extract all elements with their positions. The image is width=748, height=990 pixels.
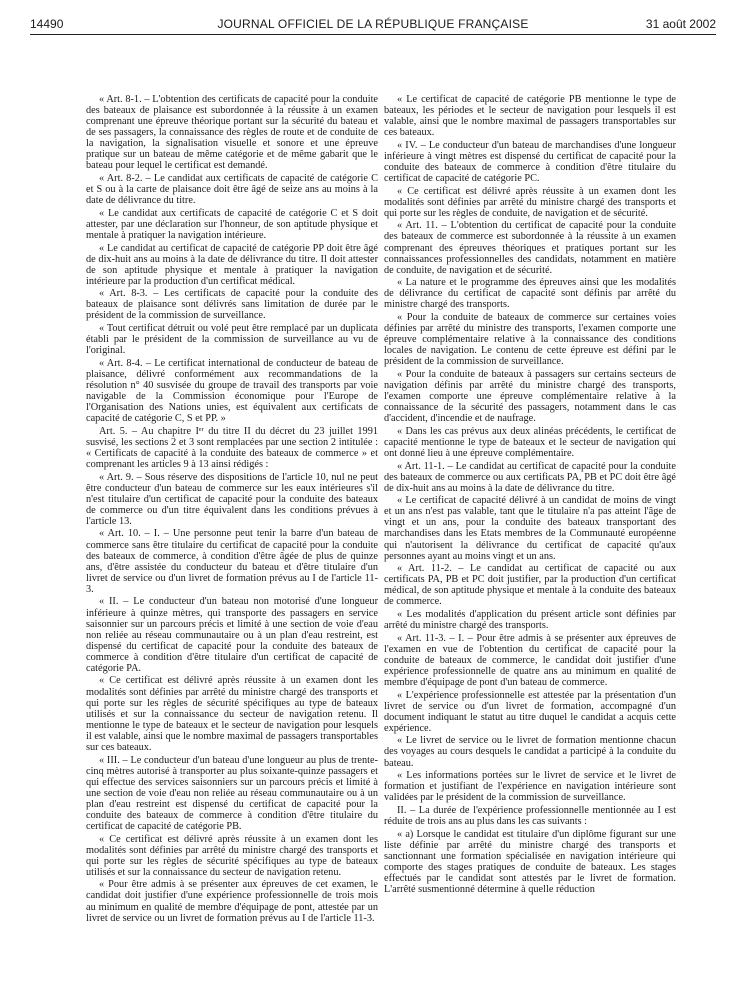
paragraph: « Pour la conduite de bateaux à passagers sur certains secteurs de navigation définis par arrêté du ministre chargé des transports, l'examen comporte une épreuve complémentaire relative à la connaissance de la sécurité des passagers, notamment dans le cas d'accident, d'incendie et de naufrage. [384,368,676,425]
paragraph: « L'expérience professionnelle est attestée par la présentation d'un livret de service ou d'un livret de formation, accompagné d'un document indiquant le statut au titre duquel le candidat a acquis cette expérience. [384,689,676,734]
journal-title: JOURNAL OFFICIEL DE LA RÉPUBLIQUE FRANÇAISE [217,17,529,31]
right-column [384,94,676,968]
paragraph: « Ce certificat est délivré après réussite à un examen dont les modalités sont définies par arrêté du ministre chargé des transports et qui porte sur les règles de conduite, de navigation et de sécurité. [384,185,676,219]
paragraph: « Le candidat au certificat de capacité de catégorie PP doit être âgé de dix-huit ans au moins à la date de délivrance du titre. Il doit attester de son aptitude physique et mentale à pratiquer la navigation intérieure par la production d'un certificat médical. [86,242,378,287]
paragraph: « Dans les cas prévus aux deux alinéas précédents, le certificat de capacité mentionne le type de bateaux et le secteur de navigation qui ont donné lieu à une épreuve complémentaire. [384,425,676,459]
paragraph: « Art. 10. – I. – Une personne peut tenir la barre d'un bateau de commerce sans être titulaire du certificat de capacité pour la conduite des bateaux de commerce, à condition d'être âgée de plus de quinze ans, d'être assistée du conducteur du bateau et d'être titulaire d'un livret de service ou d'un livret de formation prévus au I de l'article 11-3. [86,528,378,595]
paragraph: « Le certificat de capacité délivré à un candidat de moins de vingt et un ans n'est pas valable, tant que le titulaire n'a pas atteint l'âge de vingt et un ans, pour la conduite des bateaux transportant des marchandises dans les Etats membres de la Communauté européenne qui n'autorisent la délivrance du certificat de capacité qu'aux personnes ayant au moins vingt et un ans. [384,495,676,562]
paragraph: « Le livret de service ou le livret de formation mentionne chacun des voyages au cours desquels le candidat a participé à la conduite du bateau. [384,735,676,769]
header-divider [30,34,716,35]
paragraph: « II. – Le conducteur d'un bateau non motorisé d'une longueur inférieure à quinze mètres, qui transporte des passagers en service saisonnier sur un parcours précis et limité à une section de voie d'eau non reliée au réseau communautaire ou à un plan d'eau restreint, est dispensé du certificat de capacité pour la conduite des bateaux de commerce à condition d'être titulaire d'un certificat de capacité de catégorie PA. [86,596,378,674]
paragraph: « Ce certificat est délivré après réussite à un examen dont les modalités sont définies par arrêté du ministre chargé des transports et qui porte sur les règles de sécurité spécifiques au type de bateaux utilisés et sur la connaissance du secteur de navigation retenu. [86,833,378,878]
paragraph: « Art. 8-3. – Les certificats de capacité pour la conduite des bateaux de plaisance sont délivrés sans limitation de durée par le président de la commission de surveillance. [86,288,378,322]
paragraph: II. – La durée de l'expérience professionnelle mentionnée au I est réduite de trois ans au plus dans les cas suivants : [384,804,676,827]
paragraph: « Tout certificat détruit ou volé peut être remplacé par un duplicata établi par le président de la commission de surveillance au vu de l'original. [86,323,378,357]
paragraph: Art. 5. – Au chapitre Iᵉʳ du titre II du décret du 23 juillet 1991 susvisé, les sections 2 et 3 sont remplacées par une section 2 intitulée : « Certificats de capacité à la conduite des bateaux de commerce » et comprenant les articles 9 à 13 ainsi rédigés : [86,425,378,470]
paragraph: « III. – Le conducteur d'un bateau d'une longueur au plus de trente-cinq mètres autorisé à transporter au plus soixante-quinze passagers et qui effectue des services saisonniers sur un parcours précis et limité à une section de voie d'eau non reliée au réseau communautaire ou à un plan d'eau restreint est dispensé du certificat de capacité pour la conduite des bateaux de commerce à condition d'être titulaire du certificat de capacité de catégorie PB. [86,754,378,832]
paragraph: « Art. 11-2. – Le candidat au certificat de capacité ou aux certificats PA, PB et PC doit justifier, par la production d'un certificat médical, de son aptitude physique et mentale à la conduite des bateaux de commerce. [384,563,676,608]
paragraph: « Ce certificat est délivré après réussite à un examen dont les modalités sont définies par arrêté du ministre chargé des transports et qui porte sur les règles de sécurité spécifiques au type de bateaux utilisés et sur la connaissance du secteur de navigation retenu. Il mentionne le type de bateaux et le secteur de navigation pour lesquels il est valable, ainsi que le nombre maximal de passagers transportables sur ces bateaux. [86,675,378,753]
paragraph: « a) Lorsque le candidat est titulaire d'un diplôme figurant sur une liste définie par arrêté du ministre chargé des transports et sanctionnant une formation spécialisée en navigation intérieure qui comporte des stages pratiques de conduite de bateaux. Les stages effectués par le candidat sont attestés par le livret de formation. L'arrêté susmentionné détermine à quelle réduction [384,828,676,895]
paragraph: « Pour la conduite de bateaux de commerce sur certaines voies définies par arrêté du ministre des transports, l'examen comporte une épreuve complémentaire relative à la connaissance des conditions locales de navigation. Le contenu de cette épreuve est défini par le président de la commission de surveillance. [384,311,676,368]
paragraph: « Art. 8-2. – Le candidat aux certificats de capacité de catégorie C et S ou à la carte de plaisance doit être âgé de seize ans au moins à la date de délivrance du titre. [86,173,378,207]
paragraph: « Pour être admis à se présenter aux épreuves de cet examen, le candidat doit justifier d'une expérience professionnelle de trois mois au minimum en qualité de membre d'équipage de pont, attestée par un livret de service ou un livret de formation prévus au I de l'article 11-3. [86,879,378,924]
paragraph: « Art. 8-1. – L'obtention des certificats de capacité pour la conduite des bateaux de plaisance est subordonnée à la réussite à un examen comprenant une épreuve théorique portant sur la sécurité du bateau et de ses passagers, la connaissance des règles de route et de conduite de la navigation, la signalisation visuelle et sonore et une épreuve pratique sur un bateau de même catégorie et de même gabarit que le bateau pour lequel le certificat est demandé. [86,94,378,172]
page-number: 14490 [30,17,64,31]
paragraph: « Le certificat de capacité de catégorie PB mentionne le type de bateaux, les périodes et le secteur de navigation pour lesquels il est valable, ainsi que le nombre maximal de passagers transportables sur ces bateaux. [384,94,676,139]
paragraph: « Le candidat aux certificats de capacité de catégorie C et S doit attester, par une déclaration sur l'honneur, de son aptitude physique et mentale à pratiquer la navigation intérieure. [86,207,378,241]
paragraph: « Art. 11-3. – I. – Pour être admis à se présenter aux épreuves de l'examen en vue de l'obtention du certificat de capacité pour la conduite de bateaux de commerce, le candidat doit justifier d'une expérience professionnelle de quatre ans au minimum en qualité de membre d'équipage de pont d'un bateau de commerce. [384,632,676,688]
paragraph: « Les modalités d'application du présent article sont définies par arrêté du ministre chargé des transports. [384,609,676,632]
paragraph: « Art. 11. – L'obtention du certificat de capacité pour la conduite des bateaux de commerce est subordonnée à la réussite à un examen comprenant des épreuves théoriques et pratiques portant sur les connaissances professionnelles des candidats, notamment en matière de conduite, de navigation et de sécurité. [384,220,676,276]
paragraph: « Art. 8-4. – Le certificat international de conducteur de bateau de plaisance, délivré conformément aux recommandations de la résolution n° 40 susvisée du groupe de travail des transports par voie navigable de la Commission économique pour l'Europe de l'Organisation des Nations unies, est équivalent aux certificats de capacité de catégorie C, S et PP. » [86,357,378,425]
page-header [30,14,716,36]
paragraph: « Art. 9. – Sous réserve des dispositions de l'article 10, nul ne peut être conducteur d'un bateau de commerce sur les eaux intérieures s'il n'est titulaire d'un certificat de capacité pour la conduite des bateaux de commerce ou d'un titre équivalent dans les conditions prévues à l'article 13. [86,471,378,527]
paragraph: « IV. – Le conducteur d'un bateau de marchandises d'une longueur inférieure à vingt mètres est dispensé du certificat de capacité pour la conduite des bateaux de commerce à condition d'être titulaire du certificat de capacité de catégorie PC. [384,139,676,185]
paragraph: « La nature et le programme des épreuves ainsi que les modalités de délivrance du certificat de capacité sont définis par arrêté du ministre chargé des transports. [384,277,676,311]
paragraph: « Art. 11-1. – Le candidat au certificat de capacité pour la conduite des bateaux de commerce ou aux certificats PA, PB et PC doit être âgé de dix-huit ans au moins à la date de délivrance du titre. [384,460,676,494]
paragraph: « Les informations portées sur le livret de service et le livret de formation et justifiant de l'expérience en navigation intérieure sont validées par le président de la commission de surveillance. [384,770,676,804]
left-column [86,94,378,968]
publication-date: 31 août 2002 [645,17,716,31]
